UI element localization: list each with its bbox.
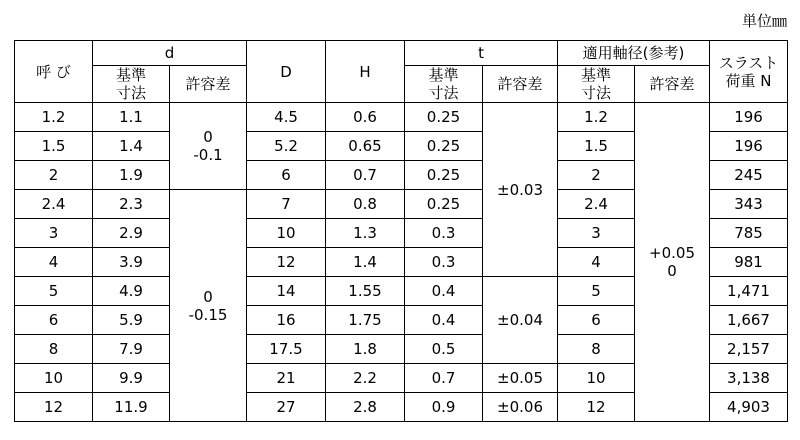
cell-nominal: 1.5	[15, 132, 93, 161]
cell-t: 0.25	[405, 190, 483, 219]
header-d: d	[93, 41, 247, 66]
cell-D: 12	[247, 248, 326, 277]
cell-load: 196	[710, 103, 788, 132]
cell-t-tolerance: ±0.04	[483, 277, 558, 364]
cell-load: 343	[710, 190, 788, 219]
cell-D: 17.5	[247, 335, 326, 364]
cell-H: 2.2	[326, 364, 405, 393]
cell-t: 0.25	[405, 161, 483, 190]
cell-d: 5.9	[93, 306, 170, 335]
cell-shaft: 5	[558, 277, 635, 306]
cell-D: 16	[247, 306, 326, 335]
cell-d: 1.9	[93, 161, 170, 190]
cell-shaft-tolerance: +0.05 0	[635, 103, 710, 422]
cell-shaft: 3	[558, 219, 635, 248]
cell-t-tolerance: ±0.05	[483, 364, 558, 393]
header-H: H	[326, 41, 405, 103]
cell-d: 1.1	[93, 103, 170, 132]
table-row	[15, 103, 788, 132]
header-shaft-tolerance: 許容差	[635, 66, 710, 103]
header-d-basic: 基準 寸法	[93, 66, 170, 103]
header-shaft-basic: 基準 寸法	[558, 66, 635, 103]
cell-t: 0.25	[405, 103, 483, 132]
cell-d: 2.9	[93, 219, 170, 248]
header-t-basic: 基準 寸法	[405, 66, 483, 103]
cell-load: 3,138	[710, 364, 788, 393]
cell-t: 0.7	[405, 364, 483, 393]
cell-load: 4,903	[710, 393, 788, 422]
cell-D: 10	[247, 219, 326, 248]
cell-t: 0.5	[405, 335, 483, 364]
header-nominal: 呼 び	[15, 41, 93, 103]
cell-d-tolerance: 0 -0.1	[170, 103, 247, 190]
cell-t: 0.25	[405, 132, 483, 161]
cell-H: 1.4	[326, 248, 405, 277]
cell-nominal: 3	[15, 219, 93, 248]
cell-H: 0.65	[326, 132, 405, 161]
cell-nominal: 5	[15, 277, 93, 306]
cell-shaft: 2	[558, 161, 635, 190]
cell-shaft: 10	[558, 364, 635, 393]
cell-H: 1.55	[326, 277, 405, 306]
cell-nominal: 6	[15, 306, 93, 335]
cell-load: 196	[710, 132, 788, 161]
header-t-tolerance: 許容差	[483, 66, 558, 103]
cell-d: 7.9	[93, 335, 170, 364]
cell-load: 981	[710, 248, 788, 277]
cell-load: 245	[710, 161, 788, 190]
cell-nominal: 4	[15, 248, 93, 277]
cell-D: 4.5	[247, 103, 326, 132]
cell-d: 9.9	[93, 364, 170, 393]
cell-load: 785	[710, 219, 788, 248]
cell-D: 7	[247, 190, 326, 219]
cell-shaft: 6	[558, 306, 635, 335]
cell-D: 6	[247, 161, 326, 190]
cell-H: 0.6	[326, 103, 405, 132]
cell-nominal: 2	[15, 161, 93, 190]
cell-shaft: 12	[558, 393, 635, 422]
cell-t: 0.4	[405, 277, 483, 306]
cell-d: 4.9	[93, 277, 170, 306]
cell-d: 2.3	[93, 190, 170, 219]
cell-d: 3.9	[93, 248, 170, 277]
cell-shaft: 8	[558, 335, 635, 364]
header-D: D	[247, 41, 326, 103]
cell-H: 0.7	[326, 161, 405, 190]
cell-shaft: 2.4	[558, 190, 635, 219]
unit-note: 単位㎜	[741, 12, 787, 30]
header-d-tolerance: 許容差	[170, 66, 247, 103]
cell-H: 1.75	[326, 306, 405, 335]
cell-shaft: 1.5	[558, 132, 635, 161]
cell-t: 0.3	[405, 219, 483, 248]
cell-load: 1,667	[710, 306, 788, 335]
cell-d: 1.4	[93, 132, 170, 161]
cell-d: 11.9	[93, 393, 170, 422]
cell-D: 27	[247, 393, 326, 422]
cell-shaft: 1.2	[558, 103, 635, 132]
cell-H: 1.3	[326, 219, 405, 248]
cell-nominal: 2.4	[15, 190, 93, 219]
cell-H: 2.8	[326, 393, 405, 422]
cell-t: 0.9	[405, 393, 483, 422]
cell-D: 21	[247, 364, 326, 393]
header-thrust-load: スラスト 荷重 N	[710, 41, 788, 103]
header-shaft: 適用軸径(参考)	[558, 41, 710, 66]
cell-t-tolerance: ±0.06	[483, 393, 558, 422]
cell-H: 1.8	[326, 335, 405, 364]
cell-nominal: 8	[15, 335, 93, 364]
cell-nominal: 12	[15, 393, 93, 422]
cell-shaft: 4	[558, 248, 635, 277]
cell-D: 5.2	[247, 132, 326, 161]
header-t: t	[405, 41, 558, 66]
cell-D: 14	[247, 277, 326, 306]
cell-t-tolerance: ±0.03	[483, 103, 558, 277]
cell-load: 2,157	[710, 335, 788, 364]
cell-d-tolerance: 0 -0.15	[170, 190, 247, 422]
dimension-table	[14, 40, 788, 422]
cell-H: 0.8	[326, 190, 405, 219]
cell-load: 1,471	[710, 277, 788, 306]
cell-nominal: 1.2	[15, 103, 93, 132]
cell-t: 0.3	[405, 248, 483, 277]
cell-nominal: 10	[15, 364, 93, 393]
cell-t: 0.4	[405, 306, 483, 335]
